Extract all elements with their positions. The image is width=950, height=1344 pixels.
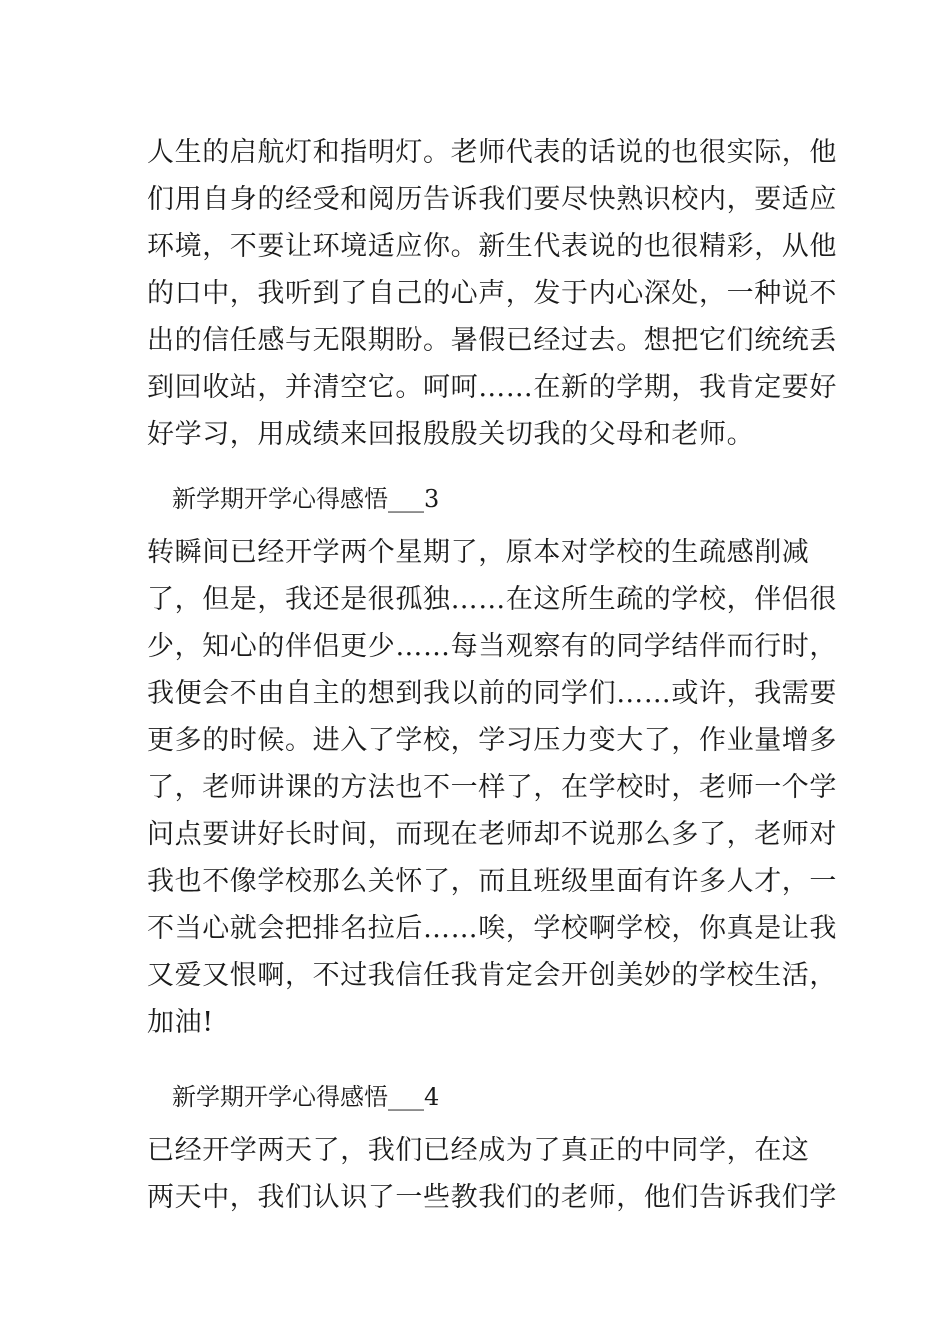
paragraph-line: 更多的时候。进入了学校，学习压力变大了，作业量增多 [147, 725, 837, 756]
paragraph-line: 已经开学两天了，我们已经成为了真正的中同学，在这 [147, 1135, 810, 1166]
paragraph-line: 人生的启航灯和指明灯。老师代表的话说的也很实际，他 [147, 137, 837, 168]
paragraph-line: 加油! [147, 1007, 214, 1038]
paragraph-line: 环境，不要让环境适应你。新生代表说的也很精彩，从他 [147, 231, 837, 262]
paragraph-line: 们用自身的经受和阅历告诉我们要尽快熟识校内，要适应 [147, 184, 837, 215]
paragraph-line: 了，老师讲课的方法也不一样了，在学校时，老师一个学 [147, 772, 837, 803]
paragraph-line: 出的信任感与无限期盼。暑假已经过去。想把它们统统丢 [147, 325, 837, 356]
paragraph-line: 问点要讲好长时间，而现在老师却不说那么多了，老师对 [147, 819, 837, 850]
paragraph-line: 我也不像学校那么关怀了，而且班级里面有许多人才，一 [147, 866, 837, 897]
paragraph-line: 又爱又恨啊，不过我信任我肯定会开创美妙的学校生活， [147, 960, 837, 991]
paragraph-line: 少，知心的伴侣更少……每当观察有的同学结伴而行时， [147, 631, 837, 662]
paragraph-line: 我便会不由自主的想到我以前的同学们……或许，我需要 [147, 678, 837, 709]
paragraph-line: 转瞬间已经开学两个星期了，原本对学校的生疏感削减 [147, 537, 810, 568]
section-heading: 新学期开学心得感悟___3 [172, 485, 440, 513]
paragraph-line: 了，但是，我还是很孤独……在这所生疏的学校，伴侣很 [147, 584, 837, 615]
paragraph-line: 两天中，我们认识了一些教我们的老师，他们告诉我们学 [147, 1182, 837, 1213]
paragraph-line: 到回收站，并清空它。呵呵……在新的学期，我肯定要好 [147, 372, 837, 403]
paragraph-line: 不当心就会把排名拉后……唉，学校啊学校，你真是让我 [147, 913, 837, 944]
section-heading: 新学期开学心得感悟___4 [172, 1083, 440, 1111]
paragraph-line: 的口中，我听到了自己的心声，发于内心深处，一种说不 [147, 278, 837, 309]
paragraph-line: 好学习，用成绩来回报殷殷关切我的父母和老师。 [147, 419, 755, 450]
